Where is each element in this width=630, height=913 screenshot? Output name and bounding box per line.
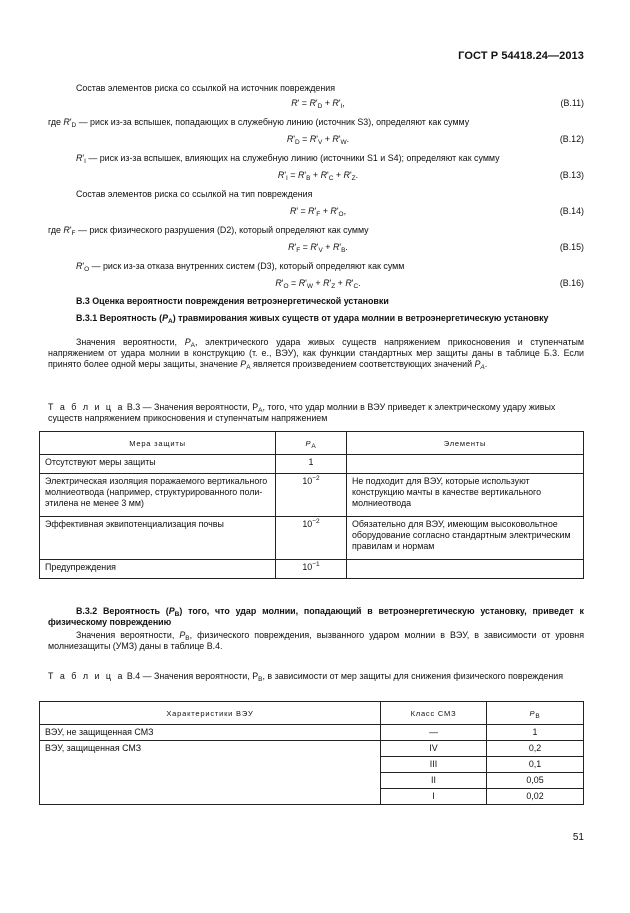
intro-source: Состав элементов риска со ссылкой на источник повреждения [76, 83, 336, 93]
b31-text: Значения вероятности, $P_A$, электрического удара живых существ напряжением прикосновения и ступенчатым напряжением от удара молнии в конструкцию (т. е., ВЭУ), как функции стандартных мер защиты даны в таблице Б.3. Если принято более одной меры защиты, значение $P_A$ является произведением соответствующих значений $P_A$. [48, 337, 585, 371]
column-header: Характеристики ВЭУ [40, 702, 381, 725]
table-b3-caption: Т а б л и ц а В.3 — Значения вероятности, $P_A$, того, что удар молнии в ВЭУ приведет к электрическому удару живых существ напряжением прикосновения и ступенчатым напряжением [48, 402, 556, 423]
probability-cell: $10^{-1}$ [276, 560, 347, 579]
class-cell: IV [381, 741, 487, 757]
column-header: $P_B$ [487, 702, 584, 725]
equation-number: (B.15) [559, 242, 584, 252]
equation-number: (B.16) [559, 278, 584, 288]
equation-number: (B.12) [559, 134, 584, 144]
table-b3 [39, 431, 584, 579]
probability-cell: $10^{-2}$ [276, 474, 347, 517]
table-header-row [40, 702, 584, 725]
b32-text: Значения вероятности, $P_B$, физического повреждения, вызванного ударом молнии в ВЭУ, в зависимости от уровня молниезащиты (УМЗ) даны в таблице В.4. [48, 630, 584, 651]
probability-cell: 0,1 [487, 757, 584, 773]
intro-type: Состав элементов риска со ссылкой на тип повреждения [76, 189, 313, 199]
table-b4 [39, 701, 584, 805]
measure-cell: Эффективная эквипотенциализация почвы [40, 517, 276, 560]
probability-cell: 1 [487, 725, 584, 741]
column-header: Мера защиты [40, 432, 276, 455]
table-row [40, 474, 584, 517]
definition-rd: где $R'_D$ — риск из-за вспышек, попадающих в служебную линию (источник S3), определяют как сумму [48, 117, 470, 129]
column-header: Элементы [347, 432, 584, 455]
class-cell: III [381, 757, 487, 773]
b32-heading: В.3.2 Вероятность $(P_B)$ того, что удар молнии, попадающий в ветроэнергетическую установку, приведет к физическому повреждению [48, 606, 584, 627]
elements-cell: Не подходит для ВЭУ, которые используют конструкцию мачты в качестве вертикального молниеотвода [347, 474, 584, 517]
measure-cell: Электрическая изоляция поражаемого вертикального молниеотвода (например, структурированного поли-этилена не менее 3 мм) [40, 474, 276, 517]
section-b3-heading: В.3 Оценка вероятности повреждения ветроэнергетической установки [76, 296, 389, 306]
table-b4-caption: Т а б л и ц а В.4 — Значения вероятности, $P_B$, в зависимости от мер защиты для снижения физического повреждения [48, 671, 564, 683]
probability-cell: 0,02 [487, 789, 584, 805]
column-header: Класс СМЗ [381, 702, 487, 725]
equation-number: (B.13) [559, 170, 584, 180]
page-number: 51 [572, 832, 584, 843]
document-header: ГОСТ Р 54418.24—2013 [458, 50, 584, 62]
class-cell: I [381, 789, 487, 805]
definition-rf: где $R'_F$ — риск физического разрушения (D2), который определяют как сумму [48, 225, 369, 237]
class-cell: — [381, 725, 487, 741]
measure-cell: Предупреждения [40, 560, 276, 579]
probability-cell: 0,05 [487, 773, 584, 789]
equation-number: (B.11) [560, 98, 584, 108]
column-header: $P_A$ [276, 432, 347, 455]
characteristic-cell: ВЭУ, защищенная СМЗ [40, 741, 381, 805]
elements-cell [347, 455, 584, 474]
equation-number: (B.14) [559, 206, 584, 216]
characteristic-cell: ВЭУ, не защищенная СМЗ [40, 725, 381, 741]
table-row [40, 455, 584, 474]
class-cell: II [381, 773, 487, 789]
table-row [40, 517, 584, 560]
b31-heading: В.3.1 Вероятность $(P_A)$ травмирования живых существ от удара молнии в ветроэнергетическую установку [76, 313, 549, 325]
elements-cell: Обязательно для ВЭУ, имеющим высоковольтное оборудование согласно стандартным электрическим правилам и нормам [347, 517, 584, 560]
table-row [40, 725, 584, 741]
table-header-row [40, 432, 584, 455]
table-row [40, 741, 584, 757]
table-row [40, 560, 584, 579]
elements-cell [347, 560, 584, 579]
definition-ri: $R'_I$ — риск из-за вспышек, влияющих на служебную линию (источники S1 и S4); определяют как сумму [76, 153, 500, 165]
probability-cell: 1 [276, 455, 347, 474]
measure-cell: Отсутствуют меры защиты [40, 455, 276, 474]
probability-cell: 0,2 [487, 741, 584, 757]
definition-ro: $R'_O$ — риск из-за отказа внутренних систем (D3), который определяют как сумм [76, 261, 405, 273]
probability-cell: $10^{-2}$ [276, 517, 347, 560]
